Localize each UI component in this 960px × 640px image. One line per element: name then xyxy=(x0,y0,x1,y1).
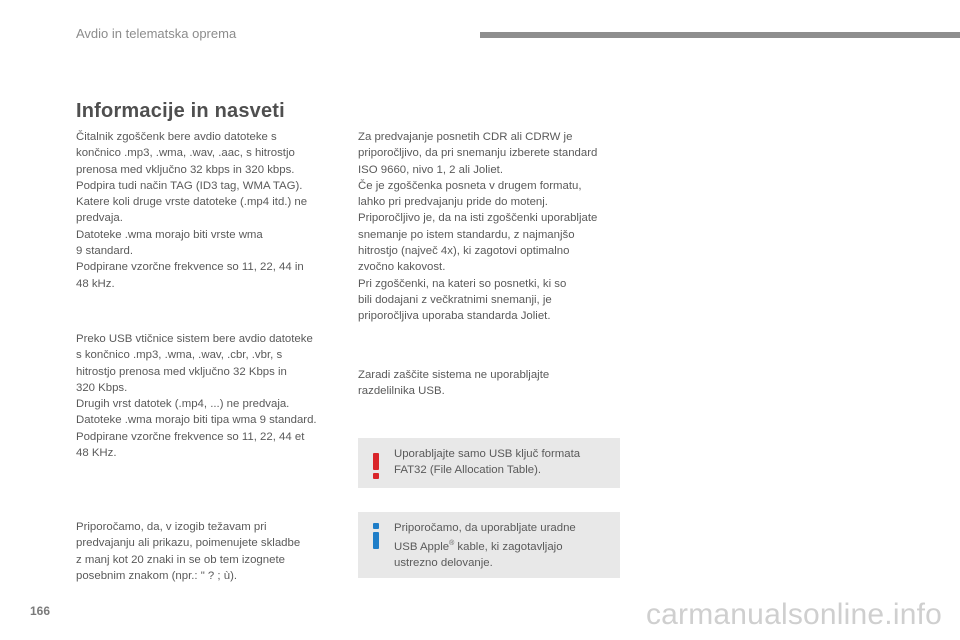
text-line: 320 Kbps. xyxy=(76,381,128,394)
text-line: predvaja. xyxy=(76,212,123,225)
text-line: Preko USB vtičnice sistem bere avdio datoteke xyxy=(76,333,313,345)
warning-text-line: FAT32 (File Allocation Table). xyxy=(394,464,542,477)
text-line: Čitalnik zgoščenk bere avdio datoteke s xyxy=(76,131,277,143)
text-line: Če je zgoščenka posneta v drugem formatu, xyxy=(358,179,582,192)
warning-box xyxy=(358,438,620,488)
text-line: Priporočljivo je, da na isti zgoščenki uporabljate xyxy=(358,212,598,225)
text-line: Podpira tudi način TAG (ID3 tag, WMA TAG). xyxy=(76,179,303,192)
usb-splitter-paragraph xyxy=(358,367,549,400)
info-box xyxy=(358,512,620,578)
info-text-line: ustrezno delovanje. xyxy=(394,557,493,570)
info-text-line xyxy=(394,536,576,555)
text-line: Drugih vrst datotek (.mp4, ...) ne predvaja. xyxy=(76,398,290,411)
text-line: Katere koli druge vrste datoteke (.mp4 itd.) ne xyxy=(76,196,308,209)
text-line: 48 KHz. xyxy=(76,447,117,460)
text-line: ISO 9660, nivo 1, 2 ali Joliet. xyxy=(358,163,503,176)
usb-formats-paragraph xyxy=(76,331,317,461)
text-line: 9 standard. xyxy=(76,245,133,258)
text-line: 48 kHz. xyxy=(76,277,115,290)
header-bar xyxy=(480,32,960,38)
text-line: Za predvajanje posnetih CDR ali CDRW je xyxy=(358,131,573,143)
cd-formats-paragraph xyxy=(76,129,307,292)
text-line: razdelilnika USB. xyxy=(358,385,445,398)
text-line: Podpirane vzorčne frekvence so 11, 22, 44 in xyxy=(76,261,304,274)
text-line: Pri zgoščenki, na kateri so posnetki, ki so xyxy=(358,277,567,290)
watermark: carmanualsonline.info xyxy=(645,598,942,631)
info-icon xyxy=(364,522,388,550)
text-line: predvajanju ali prikazu, poimenujete skladbe xyxy=(76,537,301,550)
warning-text-line: Uporabljajte samo USB ključ formata xyxy=(394,448,581,460)
info-text-prefix: USB Apple xyxy=(394,541,450,554)
text-line: hitrostjo prenosa med vključno 32 Kbps in xyxy=(76,365,287,378)
text-line: Priporočamo, da, v izogib težavam pri xyxy=(76,521,267,533)
text-line: Datoteke .wma morajo biti tipa wma 9 standard. xyxy=(76,414,317,427)
registered-mark: ® xyxy=(449,540,455,548)
text-line: Zaradi zaščite sistema ne uporabljajte xyxy=(358,369,550,381)
info-text-suffix: kable, ki zagotavljajo xyxy=(454,541,563,554)
exclamation-icon xyxy=(364,452,388,480)
track-names-paragraph xyxy=(76,519,300,584)
text-line: bili dodajani z večkratnimi snemanji, je xyxy=(358,293,552,306)
text-line: Podpirane vzorčne frekvence so 11, 22, 44 et xyxy=(76,430,305,443)
text-line: s končnico .mp3, .wma, .wav, .cbr, .vbr, s xyxy=(76,349,283,362)
text-line: snemanje po istem standardu, z najmanjšo xyxy=(358,228,575,241)
info-text-line: Priporočamo, da uporabljate uradne xyxy=(394,522,576,534)
text-line: posebnim znakom (npr.: " ? ; ù). xyxy=(76,569,238,582)
text-line: končnico .mp3, .wma, .wav, .aac, s hitrostjo xyxy=(76,147,295,160)
text-line: zvočno kakovost. xyxy=(358,261,446,274)
cdr-recording-paragraph xyxy=(358,129,597,325)
section-title: Informacije in nasveti xyxy=(76,100,285,122)
text-line: prenosa med vključno 32 kbps in 320 kbps. xyxy=(76,163,295,176)
page-number: 166 xyxy=(30,604,51,618)
text-line: lahko pri predvajanju pride do motenj. xyxy=(358,196,548,209)
text-line: Datoteke .wma morajo biti vrste wma xyxy=(76,228,263,241)
text-line: hitrostjo (največ 4x), ki zagotovi optimalno xyxy=(358,245,570,258)
text-line: priporočljiva uporaba standarda Joliet. xyxy=(358,310,551,323)
header-title: Avdio in telematska oprema xyxy=(76,26,237,41)
text-line: z manj kot 20 znaki in se ob tem izognete xyxy=(76,553,285,566)
text-line: priporočljivo, da pri snemanju izberete standard xyxy=(358,147,598,160)
